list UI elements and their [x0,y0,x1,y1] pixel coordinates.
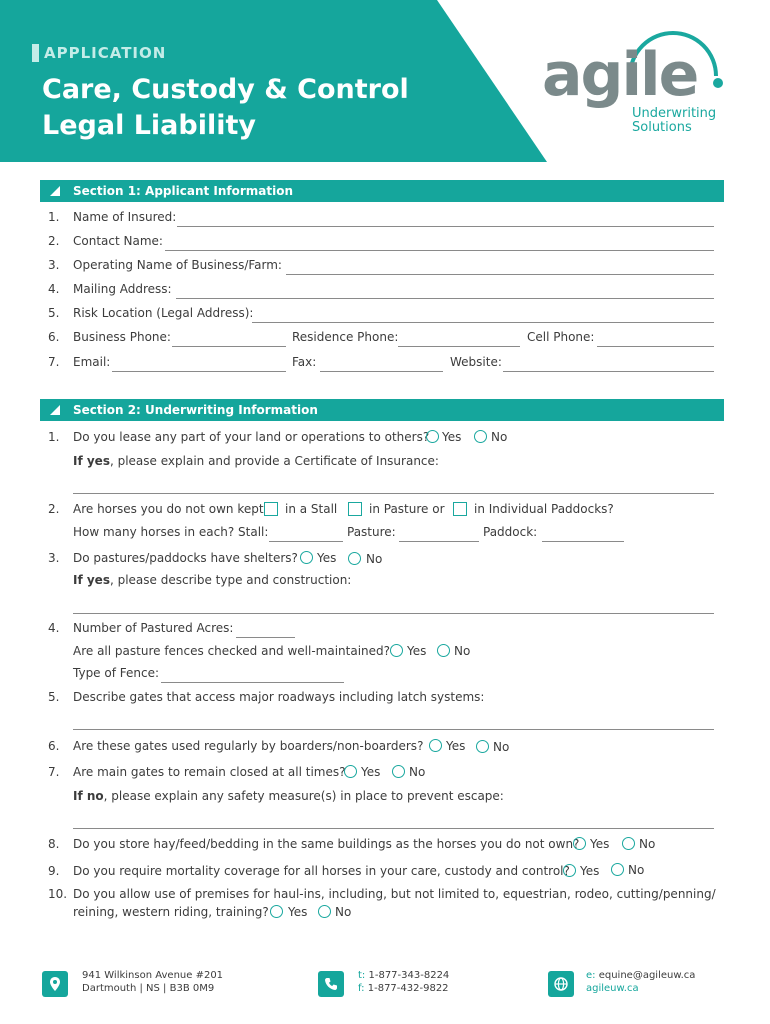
followup-bold: If yes [73,573,110,587]
business-phone-label: Business Phone: [73,330,171,344]
question-10-text-cont: reining, western riding, training? [73,905,269,919]
stall-checkbox[interactable] [264,502,278,516]
item-number: 7. [48,355,60,369]
question-3-text: Do pastures/paddocks have shelters? [73,551,298,565]
followup-bold: If no [73,789,104,803]
website-link[interactable]: agileuw.ca [586,983,639,994]
q7-no-radio[interactable] [392,765,405,778]
q3-yes-label: Yes [317,551,337,565]
question-5-text: Describe gates that access major roadways including latch systems: [73,690,485,704]
item-number: 1. [48,210,60,224]
q9-no-label: No [628,863,645,877]
globe-icon [548,971,574,997]
email-field[interactable] [112,371,286,372]
operating-name-label: Operating Name of Business/Farm: [73,258,282,272]
q8-no-radio[interactable] [622,837,635,850]
contact-name-label: Contact Name: [73,234,163,248]
question-10-text: Do you allow use of premises for haul-ins, including, but not limited to, equestrian, rodeo, cutting/penning/ [73,887,716,901]
question-8-text: Do you store hay/feed/bedding in the same buildings as the horses you do not own? [73,837,580,851]
page-title [42,72,409,144]
question-7-followup [73,789,504,803]
cell-phone-label: Cell Phone: [527,330,595,344]
q9-yes-radio[interactable] [563,864,576,877]
question-7-text: Are main gates to remain closed at all times? [73,765,346,779]
question-number: 5. [48,690,60,704]
paddock-count-field[interactable] [542,541,624,542]
application-label: APPLICATION [44,44,167,62]
logo-subtitle [632,107,716,135]
q9-yes-label: Yes [580,864,600,878]
address-line-1: 941 Wilkinson Avenue #201 [82,970,224,981]
question-number: 6. [48,739,60,753]
logo-subtitle-2: Solutions [632,120,692,135]
title-line-2: Legal Liability [42,110,256,141]
q10-yes-label: Yes [288,905,308,919]
q6-yes-radio[interactable] [429,739,442,752]
cell-phone-field[interactable] [597,346,714,347]
mailing-address-label: Mailing Address: [73,282,172,296]
item-number: 6. [48,330,60,344]
q6-no-radio[interactable] [476,740,489,753]
q7-no-label: No [409,765,426,779]
email-label: Email: [73,355,111,369]
contact-name-field[interactable] [165,250,714,251]
email-label-footer: e: [586,970,596,981]
stall-count-field[interactable] [269,541,343,542]
q1-no-radio[interactable] [474,430,487,443]
section-marker-icon [50,405,60,415]
question-2-text: Are horses you do not own kept [73,502,264,516]
q1-yes-label: Yes [442,430,462,444]
fences-no-radio[interactable] [437,644,450,657]
pasture-count-label: Pasture: [347,525,396,539]
question-number: 7. [48,765,60,779]
q10-no-label: No [335,905,352,919]
question-number: 1. [48,430,60,444]
q7-yes-radio[interactable] [344,765,357,778]
name-of-insured-label: Name of Insured: [73,210,177,224]
q3-no-radio[interactable] [348,552,361,565]
question-1-text: Do you lease any part of your land or operations to others? [73,430,430,444]
followup-text: , please explain any safety measure(s) in place to prevent escape: [103,789,504,803]
q3-no-label: No [366,552,383,566]
question-number: 10. [48,887,68,901]
question-number: 2. [48,502,60,516]
section-2-title: Section 2: Underwriting Information [73,403,318,417]
followup-text: , please explain and provide a Certificate of Insurance: [109,454,439,468]
q6-no-label: No [493,740,510,754]
fax-label: Fax: [292,355,317,369]
followup-bold: If yes [73,454,110,468]
fences-yes-label: Yes [407,644,427,658]
logo-wordmark: agile [542,40,698,110]
question-number: 3. [48,551,60,565]
title-line-1: Care, Custody & Control [42,74,409,105]
q3-describe-field[interactable] [73,613,714,614]
q9-no-radio[interactable] [611,863,624,876]
question-4-text: Number of Pastured Acres: [73,621,234,635]
residence-phone-label: Residence Phone: [292,330,399,344]
fax-field[interactable] [320,371,443,372]
q8-yes-radio[interactable] [573,837,586,850]
question-1-followup [73,454,439,468]
q6-yes-label: Yes [446,739,466,753]
horse-count-label: How many horses in each? Stall: [73,525,269,539]
pasture-count-field[interactable] [399,541,479,542]
gates-describe-field[interactable] [73,729,714,730]
fences-no-label: No [454,644,471,658]
label-bar [32,44,39,62]
q10-no-radio[interactable] [318,905,331,918]
item-number: 4. [48,282,60,296]
section-2-header [40,399,724,421]
business-phone-field[interactable] [172,346,286,347]
phone-icon [318,971,344,997]
website-label: Website: [450,355,502,369]
item-number: 3. [48,258,60,272]
website-field[interactable] [503,371,714,372]
fence-type-field[interactable] [161,682,344,683]
stall-label: in a Stall [285,502,338,516]
footer-web [586,969,695,995]
section-marker-icon [50,186,60,196]
risk-location-field[interactable] [252,322,714,323]
fences-question-text: Are all pasture fences checked and well-maintained? [73,644,391,658]
pastured-acres-field[interactable] [236,637,295,638]
fence-type-label: Type of Fence: [73,666,160,680]
q1-no-label: No [491,430,508,444]
paddock-count-label: Paddock: [483,525,538,539]
question-number: 8. [48,837,60,851]
q10-yes-radio[interactable] [270,905,283,918]
fax-number: 1-877-432-9822 [367,983,449,994]
followup-text: , please describe type and construction: [109,573,352,587]
q8-no-label: No [639,837,656,851]
question-number: 4. [48,621,60,635]
fax-label-footer: f: [358,983,365,994]
mailing-address-field[interactable] [176,298,714,299]
footer-address [82,969,223,995]
q1-yes-radio[interactable] [426,430,439,443]
item-number: 2. [48,234,60,248]
address-line-2: Dartmouth | NS | B3B 0M9 [82,983,215,994]
section-1-title: Section 1: Applicant Information [73,184,294,198]
q3-yes-radio[interactable] [300,551,313,564]
paddocks-checkbox[interactable] [453,502,467,516]
name-of-insured-field[interactable] [177,226,714,227]
q1-explain-field[interactable] [73,493,714,494]
risk-location-label: Risk Location (Legal Address): [73,306,254,320]
pasture-checkbox[interactable] [348,502,362,516]
footer-phones [358,969,449,995]
residence-phone-field[interactable] [398,346,520,347]
operating-name-field[interactable] [286,274,714,275]
email-link[interactable]: equine@agileuw.ca [598,970,696,981]
section-1-header [40,180,724,202]
item-number: 5. [48,306,60,320]
logo-subtitle-1: Underwriting [632,106,717,121]
fences-yes-radio[interactable] [390,644,403,657]
q7-yes-label: Yes [361,765,381,779]
question-9-text: Do you require mortality coverage for all horses in your care, custody and control? [73,864,570,878]
question-3-followup [73,573,351,587]
location-icon [42,971,68,997]
tel-number[interactable]: 1-877-343-8224 [368,970,450,981]
pasture-label: in Pasture or [369,502,445,516]
tel-label: t: [358,970,366,981]
paddocks-label: in Individual Paddocks? [474,502,614,516]
question-6-text: Are these gates used regularly by boarders/non-boarders? [73,739,424,753]
safety-explain-field[interactable] [73,828,714,829]
question-number: 9. [48,864,60,878]
q8-yes-label: Yes [590,837,610,851]
